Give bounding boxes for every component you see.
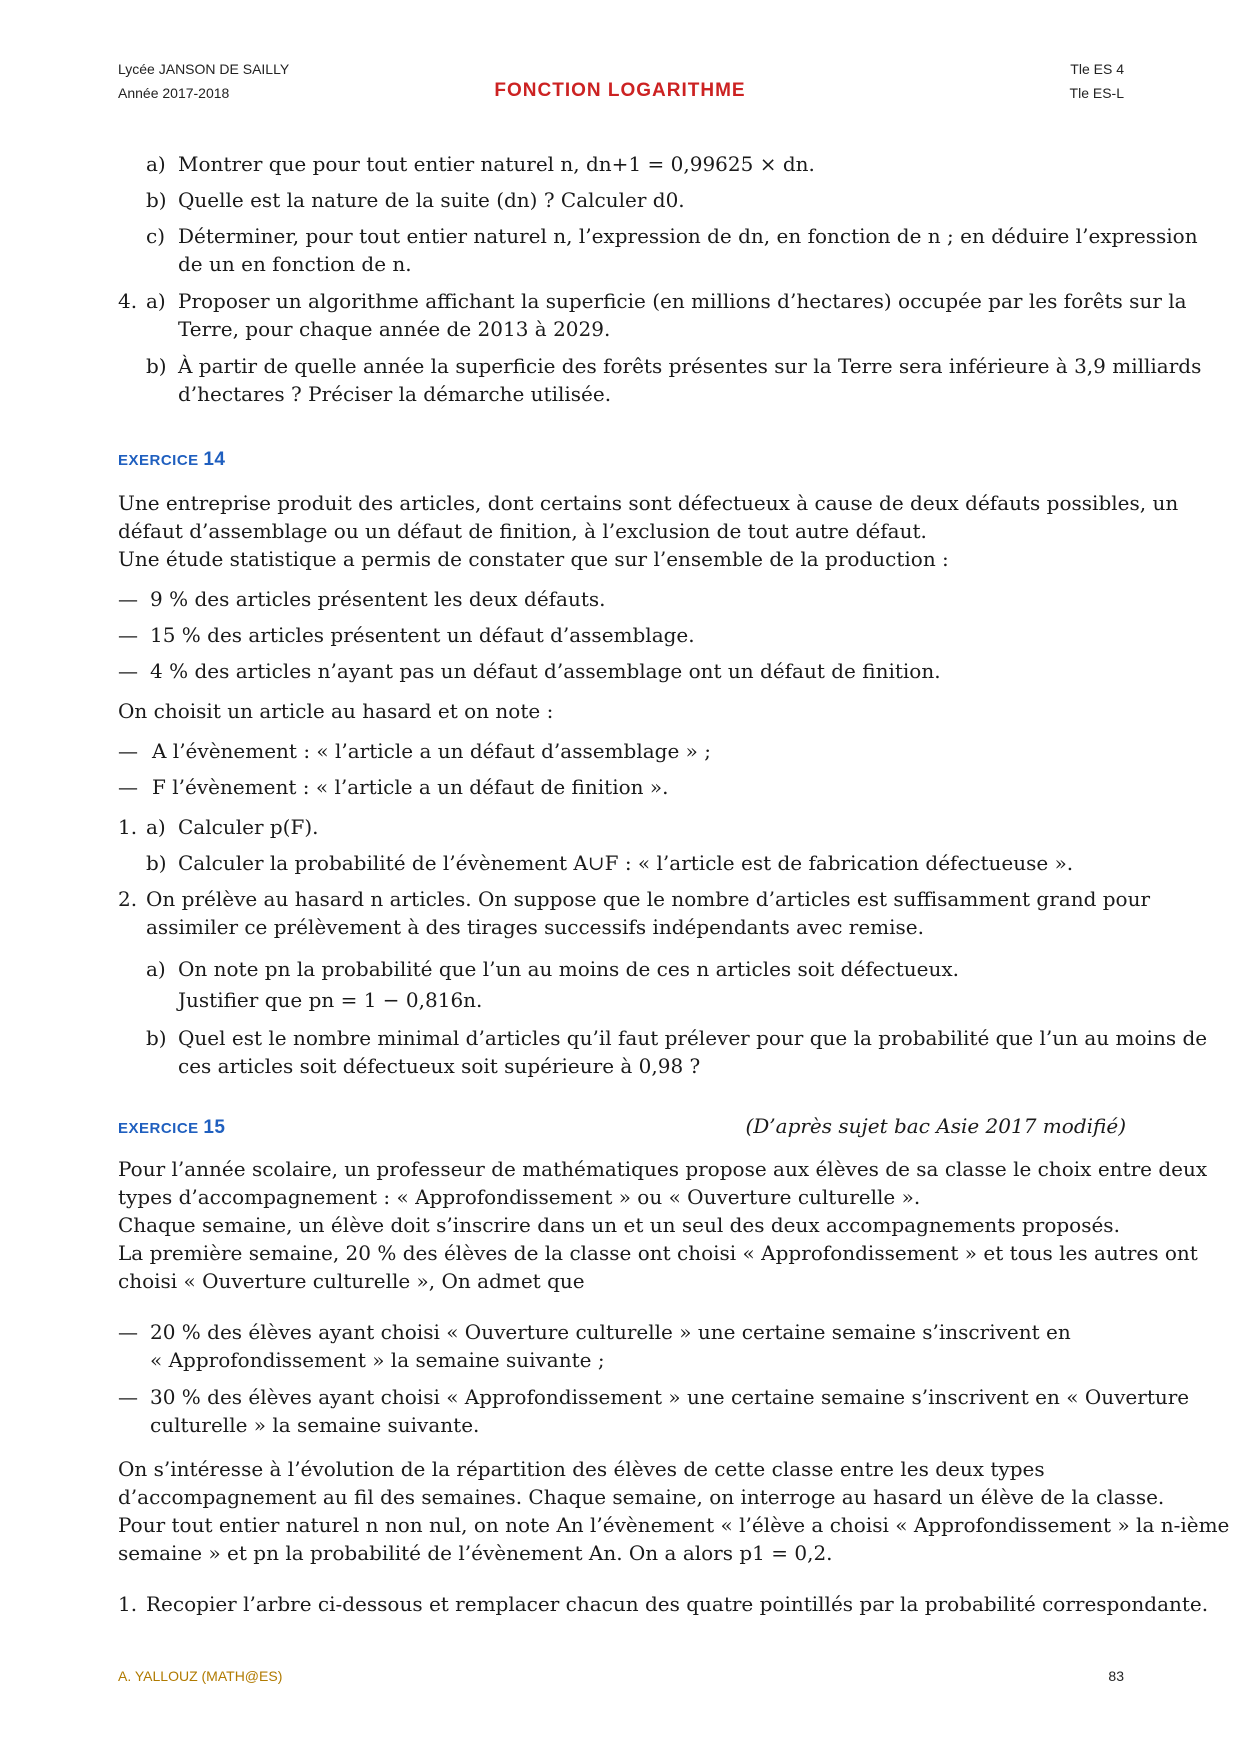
exercise-15-intro (118, 1155, 1208, 1295)
dash: — (118, 587, 138, 611)
exercise-15-heading (118, 1117, 226, 1139)
exercise-14-event-a (118, 737, 711, 765)
exercise-14-intro-line-2: défaut d’assemblage ou un défaut de finition, à l’exclusion de tout autre défaut. (118, 519, 927, 543)
exercise-14-intro (118, 489, 1179, 573)
exercise-14-intro-line-1: Une entreprise produit des articles, dont certains sont défectueux à cause de deux défauts possibles, un (118, 491, 1179, 515)
exercise-15-question-1-label: 1. (118, 1592, 138, 1616)
question-3a (146, 150, 1126, 178)
footer-author: A. YALLOUZ (MATH@ES) (118, 1668, 283, 1684)
question-2b-line-2: ces articles soit défectueux soit supérieure à 0,98 ? (178, 1054, 701, 1078)
question-4b-label: b) (146, 354, 167, 378)
exercise-15-bullet-2-line-2: culturelle » la semaine suivante. (150, 1413, 480, 1437)
question-3b-label: b) (146, 188, 167, 212)
exercise-14-bullet-1-text: 9 % des articles présentent les deux défauts. (150, 587, 606, 611)
exercise-15-para-2 (118, 1455, 1230, 1567)
question-4b-line-1: À partir de quelle année la superficie des forêts présentes sur la Terre sera inférieure à 3,9 milliards (178, 354, 1202, 378)
exercise-14-bullet-3 (118, 657, 941, 685)
exercise-14-bullet-2 (118, 621, 695, 649)
exercise-14-word: EXERCICE (118, 452, 199, 469)
question-2b-label: b) (146, 1026, 167, 1050)
exercise-14-bullet-2-text: 15 % des articles présentent un défaut d’assemblage. (150, 623, 695, 647)
question-1a-text: Calculer p(F). (178, 815, 319, 839)
exercise-14-event-f-text: F l’évènement : « l’article a un défaut de finition ». (152, 775, 669, 799)
dash: — (118, 659, 138, 683)
dash: — (118, 1320, 138, 1344)
question-3c-line-2: de un en fonction de n. (178, 252, 412, 276)
exercise-14-choose: On choisit un article au hasard et on note : (118, 699, 554, 723)
question-2-line-1: On prélève au hasard n articles. On suppose que le nombre d’articles est suffisamment grand pour (146, 887, 1151, 911)
question-4-label: 4. (118, 289, 138, 313)
exercise-15-number: 15 (203, 1117, 226, 1138)
question-4a-line-1: Proposer un algorithme affichant la superficie (en millions d’hectares) occupée par les forêts sur la (178, 289, 1187, 313)
exercise-14-event-a-text: A l’évènement : « l’article a un défaut d’assemblage » ; (152, 739, 711, 763)
question-3b-text: Quelle est la nature de la suite (dn) ? Calculer d0. (178, 188, 685, 212)
question-3c-line-1: Déterminer, pour tout entier naturel n, l’expression de dn, en fonction de n ; en déduire l’expression (178, 224, 1198, 248)
header-year: Année 2017-2018 (118, 85, 230, 101)
exercise-15-line-9: semaine » et pn la probabilité de l’évènement An. On a alors p1 = 0,2. (118, 1541, 833, 1565)
dash: — (118, 775, 138, 799)
exercise-15-bullet-1 (118, 1318, 1128, 1372)
exercise-15-source: (D’après sujet bac Asie 2017 modifié) (745, 1114, 1126, 1138)
question-1a-label: a) (146, 815, 166, 839)
dash: — (118, 739, 138, 763)
question-2-label: 2. (118, 887, 138, 911)
question-1-label: 1. (118, 815, 138, 839)
question-4 (118, 287, 1202, 406)
question-3c-label: c) (146, 224, 166, 248)
exercise-14-number: 14 (203, 449, 226, 470)
question-4a-line-2: Terre, pour chaque année de 2013 à 2029. (178, 317, 611, 341)
header-class-1: Tle ES 4 (1070, 61, 1124, 77)
exercise-14-bullet-3-text: 4 % des articles n’ayant pas un défaut d’assemblage ont un défaut de finition. (150, 659, 941, 683)
exercise-15-question-1 (118, 1590, 1209, 1618)
page-number: 83 (1108, 1668, 1124, 1684)
dash: — (118, 623, 138, 647)
exercise-15-line-2: types d’accompagnement : « Approfondissement » ou « Ouverture culturelle ». (118, 1185, 921, 1209)
page-title: FONCTION LOGARITHME (494, 80, 746, 101)
exercise-15-line-4: La première semaine, 20 % des élèves de la classe ont choisi « Approfondissement » et tous les autres ont (118, 1241, 1198, 1265)
dash: — (118, 1385, 138, 1409)
exercise-15-line-6: On s’intéresse à l’évolution de la répartition des élèves de cette classe entre les deux types (118, 1457, 1045, 1481)
exercise-14-bullet-1 (118, 585, 606, 613)
exercise-15-question-1-text: Recopier l’arbre ci-dessous et remplacer chacun des quatre pointillés par la probabilité correspondante. (146, 1592, 1209, 1616)
exercise-15-bullet-2-line-1: 30 % des élèves ayant choisi « Approfondissement » une certaine semaine s’inscrivent en « Ouverture (150, 1385, 1190, 1409)
question-3a-label: a) (146, 152, 166, 176)
question-2a-label: a) (146, 957, 166, 981)
exercise-14-intro-line-3: Une étude statistique a permis de constater que sur l’ensemble de la production : (118, 547, 949, 571)
exercise-15-line-8: Pour tout entier naturel n non nul, on note An l’évènement « l’élève a choisi « Approfondissement » la n-ième (118, 1513, 1230, 1537)
exercise-14-event-f (118, 773, 669, 801)
exercise-14-question-2 (118, 885, 1208, 1078)
question-2b-line-1: Quel est le nombre minimal d’articles qu’il faut prélever pour que la probabilité que l’un au moins de (178, 1026, 1208, 1050)
exercise-14-heading (118, 449, 226, 471)
exercise-15-line-5: choisi « Ouverture culturelle », On admet que (118, 1269, 585, 1293)
header-class-2: Tle ES-L (1069, 85, 1124, 101)
exercise-15-line-1: Pour l’année scolaire, un professeur de mathématiques propose aux élèves de sa classe le choix entre deux (118, 1157, 1208, 1181)
exercise-15-line-3: Chaque semaine, un élève doit s’inscrire dans un et un seul des deux accompagnements proposés. (118, 1213, 1120, 1237)
question-4b-line-2: d’hectares ? Préciser la démarche utilisée. (178, 382, 612, 406)
exercise-14-question-1 (118, 813, 1128, 875)
exercise-15-bullet-2 (118, 1383, 1190, 1437)
header-school: Lycée JANSON DE SAILLY (118, 61, 290, 77)
exercise-15-bullet-1-line-1: 20 % des élèves ayant choisi « Ouverture culturelle » une certaine semaine s’inscrivent en (150, 1320, 1071, 1344)
exercise-15-bullet-1-line-2: « Approfondissement » la semaine suivante ; (150, 1348, 605, 1372)
question-1b-text: Calculer la probabilité de l’évènement A∪F : « l’article est de fabrication défectueuse ». (178, 851, 1074, 875)
exercise-15-word: EXERCICE (118, 1120, 199, 1137)
question-3b (146, 186, 1126, 214)
question-4a-label: a) (146, 289, 166, 313)
exercise-15-line-7: d’accompagnement au fil des semaines. Chaque semaine, on interroge au hasard un élève de la classe. (118, 1485, 1165, 1509)
question-3a-text: Montrer que pour tout entier naturel n, dn+1 = 0,99625 × dn. (178, 152, 815, 176)
question-2-line-2: assimiler ce prélèvement à des tirages successifs indépendants avec remise. (146, 915, 924, 939)
question-3c (146, 222, 1198, 276)
question-2a-line-1: On note pn la probabilité que l’un au moins de ces n articles soit défectueux. (178, 957, 959, 981)
question-2a-line-2: Justifier que pn = 1 − 0,816n. (178, 988, 483, 1012)
question-1b-label: b) (146, 851, 167, 875)
